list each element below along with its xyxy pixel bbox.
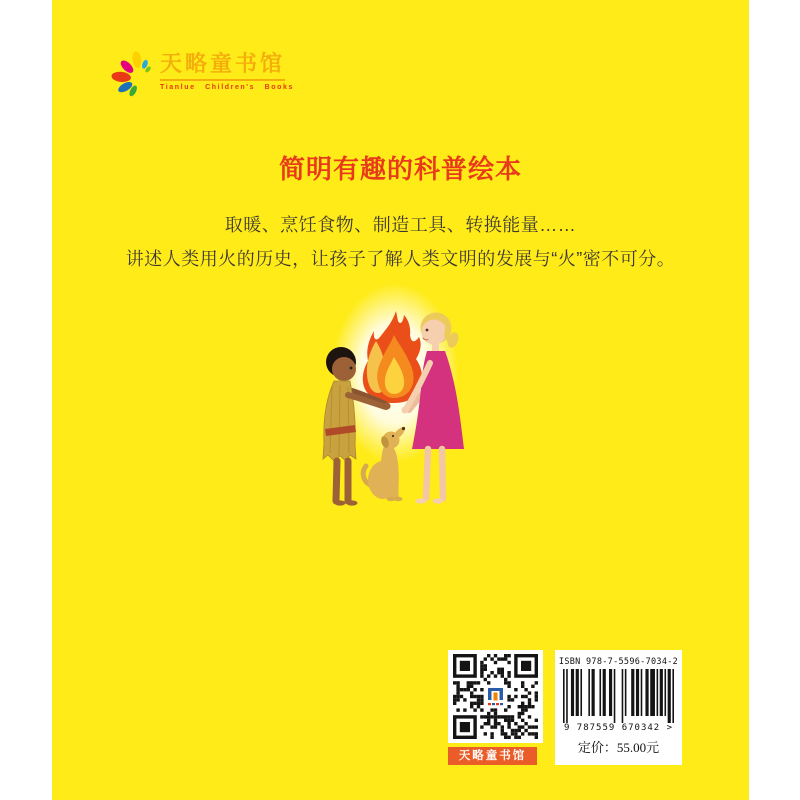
tagline: 简明有趣的科普绘本 [278,154,522,184]
barcode-digits: 9 787559 670342 > [563,723,674,733]
qr-block [448,650,543,765]
publisher-logo [94,38,294,108]
logo-burst-icon [94,38,156,108]
qr-code-image [453,654,538,739]
description-line-2: 讲述人类用火的历史，让孩子了解人类文明的发展与“火”密不可分。 [125,249,676,269]
price-text: 定价：55.00元 [577,740,660,755]
publisher-name: 天略童书馆 [160,52,285,81]
barcode-block [555,650,682,765]
qr-code [448,650,543,743]
cover-illustration [290,283,530,523]
description-line-1: 取暖、烹饪食物、制造工具、转换能量…… [224,215,577,235]
isbn-text: ISBN 978-7-5596-7034-2 [558,657,679,667]
publisher-label: 天略童书馆 [448,747,537,765]
book-back-cover [52,0,749,800]
barcode-image [563,669,674,723]
publisher-name-en: Tianlue Children's Books [160,84,295,92]
